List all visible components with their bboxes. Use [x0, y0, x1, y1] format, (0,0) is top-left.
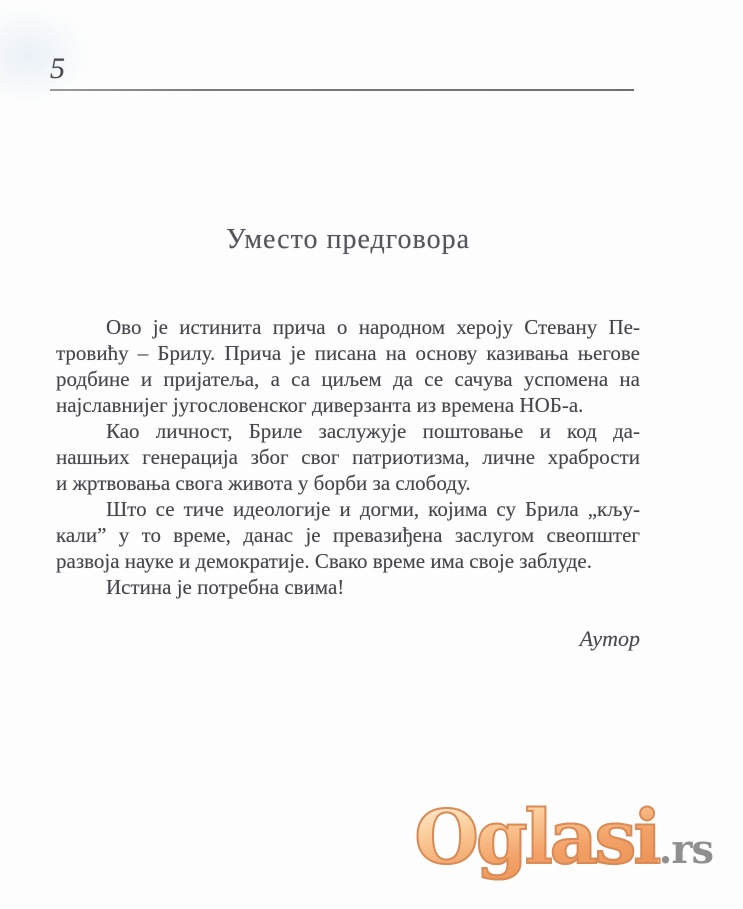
text-line: тровићу – Брилу. Прича је писана на основу казивања његове — [56, 341, 640, 365]
watermark-brand-text: Oglasi — [414, 795, 659, 881]
text-line: нашњих генерација због свог патриотизма, личне храбрости — [56, 445, 640, 469]
chapter-heading: Уместо предговора — [225, 224, 471, 255]
watermark-tld-text: .rs — [658, 826, 713, 873]
author-signature: Аутор — [579, 626, 640, 651]
text-line: најславнијег југословенског диверзанта из времена НОБ-а. — [56, 393, 584, 417]
page-number: 5 — [50, 52, 65, 85]
text-line: Истина је потребна свима! — [106, 575, 345, 599]
header-rule — [50, 89, 634, 91]
oglasi-watermark — [414, 795, 713, 881]
text-line: развоја науке и демократије. Свако време има своје заблуде. — [56, 549, 592, 573]
body-text — [56, 314, 640, 600]
text-line: Као личност, Бриле заслужује поштовање и код да- — [106, 419, 640, 443]
text-line: родбине и пријатеља, а са циљем да се сачува успомена на — [56, 367, 640, 391]
text-line: и жртвовања свога живота у борби за слободу. — [56, 471, 471, 495]
text-line: Ово је истинита прича о народном хероју Стевану Пе- — [106, 315, 640, 339]
text-line: Што се тиче идеологије и догми, којима су Брила „кљу- — [106, 497, 640, 521]
text-line: кали” у то време, данас је превазиђена заслугом свеопштег — [56, 523, 640, 547]
